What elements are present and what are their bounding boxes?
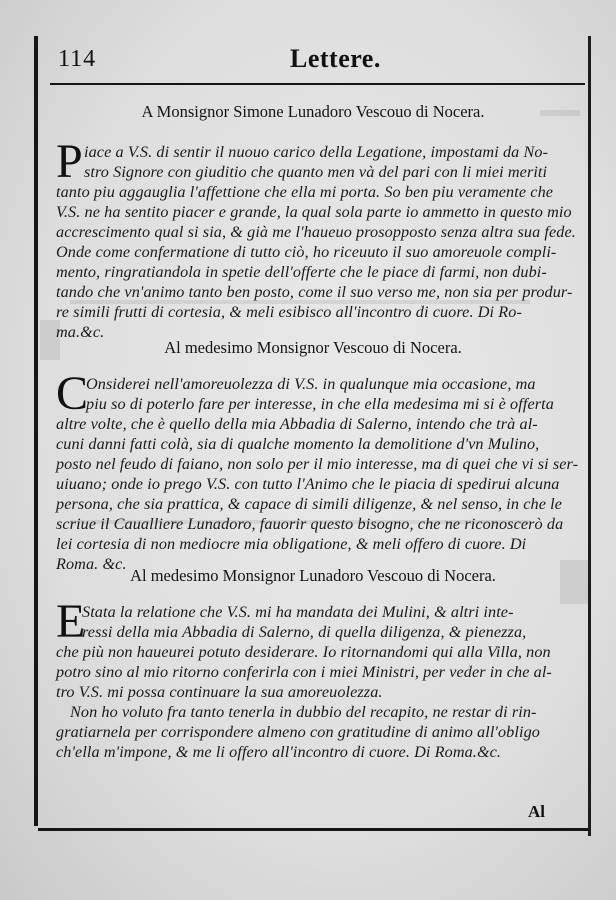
text-line: re simili frutti di cortesia, & meli esibisco all'incontro di cuore. Di Ro-: [56, 303, 522, 321]
text-line: potro sino al mio ritorno conferirla con i miei Ministri, per veder in che al-: [56, 663, 552, 681]
text-line: cuni danni fatti colà, sia di qualche momento la demolitione d'vn Mulino,: [56, 435, 540, 453]
text-line: mento, ringratiandola in spetie dell'offerte che le piace di farmi, non dubi-: [56, 263, 547, 281]
letter-body: [56, 595, 578, 761]
drop-cap: C: [56, 367, 89, 420]
text-line: tando che vn'animo tanto ben posto, come il suo verso me, non sia per produr-: [56, 283, 573, 301]
text-line: Onde come confermatione di tutto ciò, ho riceuuto il suo amoreuole compli-: [56, 243, 557, 261]
drop-cap: P: [56, 135, 83, 188]
letter-heading: Al medesimo Monsignor Vescouo di Nocera.: [164, 338, 462, 357]
text-line: posto nel feudo di faiano, non solo per il mio interesse, ma di quei che vi si ser-: [56, 455, 579, 473]
text-line: iace a V.S. di sentir il nuouo carico della Legatione, impostami da No-: [84, 143, 549, 161]
text-line: Onsiderei nell'amoreuolezza di V.S. in qualunque mia occasione, ma: [86, 375, 536, 393]
footer-rule: [38, 828, 588, 831]
left-border-rule: [34, 36, 38, 826]
text-line: tro V.S. mi possa continuare la sua amoreuolezza.: [56, 683, 383, 701]
letter-heading: A Monsignor Simone Lunadoro Vescouo di Nocera.: [141, 102, 485, 121]
catchword: Al: [528, 802, 545, 821]
right-border-rule: [588, 36, 591, 836]
letter-heading: Al medesimo Monsignor Lunadoro Vescouo di Nocera.: [130, 566, 496, 585]
text-line: ma.&c.: [56, 323, 105, 341]
text-line: Non ho voluto fra tanto tenerla in dubbio del recapito, ne restar di rin-: [70, 703, 537, 721]
text-line: Stata la relatione che V.S. mi ha mandata dei Mulini, & altri inte-: [82, 603, 514, 621]
page-number: 114: [58, 46, 97, 72]
text-line: altre volte, che è quello della mia Abbadia di Salerno, intendo che trà al-: [56, 415, 538, 433]
text-line: persona, che sia prattica, & capace di simili diligenze, & nel senso, in che le: [56, 495, 563, 513]
text-line: tanto piu aggauglia l'affettione che ella mi porta. So ben piu veramente che: [56, 183, 554, 201]
running-title: Lettere.: [290, 44, 381, 73]
text-line: piu so di poterlo fare per interesse, in che ella medesima mi si è offerta: [86, 395, 554, 413]
text-line: accrescimento qual si sia, & già me l'haueuo prosopposto senza altra sua fede.: [56, 223, 576, 241]
drop-cap: E: [56, 595, 86, 648]
text-line: lei cortesia di non mediocre mia obligatione, & meli offero di cuore. Di: [56, 535, 527, 553]
text-line: che più non haueurei potuto desiderare. Io ritornandomi qui alla Villa, non: [56, 643, 551, 661]
text-line: ressi della mia Abbadia di Salerno, di quella diligenza, & pienezza,: [82, 623, 527, 641]
text-line: V.S. ne ha sentito piacer e grande, la qual sola parte io ammetto in questo mio: [56, 203, 572, 221]
text-line: scriue il Caualliere Lunadoro, fauorir questo bisogno, che ne riconoscerò da: [56, 515, 564, 533]
text-line: Roma. &c.: [56, 555, 127, 573]
running-header: [38, 42, 588, 78]
header-rule: [50, 83, 585, 85]
text-line: uiuano; onde io prego V.S. con tutto l'Animo che le piacia di spedirui alcuna: [56, 475, 560, 493]
letter-body: [56, 135, 578, 341]
text-line: gratiarnela per corrispondere almeno con gratitudine di animo all'obligo: [56, 723, 540, 741]
letter-body: [56, 367, 579, 573]
text-line: ch'ella m'impone, & me li offero all'incontro di cuore. Di Roma.&c.: [56, 743, 502, 761]
text-line: stro Signore con giuditio che quanto men và del pari con li miei meriti: [84, 163, 548, 181]
